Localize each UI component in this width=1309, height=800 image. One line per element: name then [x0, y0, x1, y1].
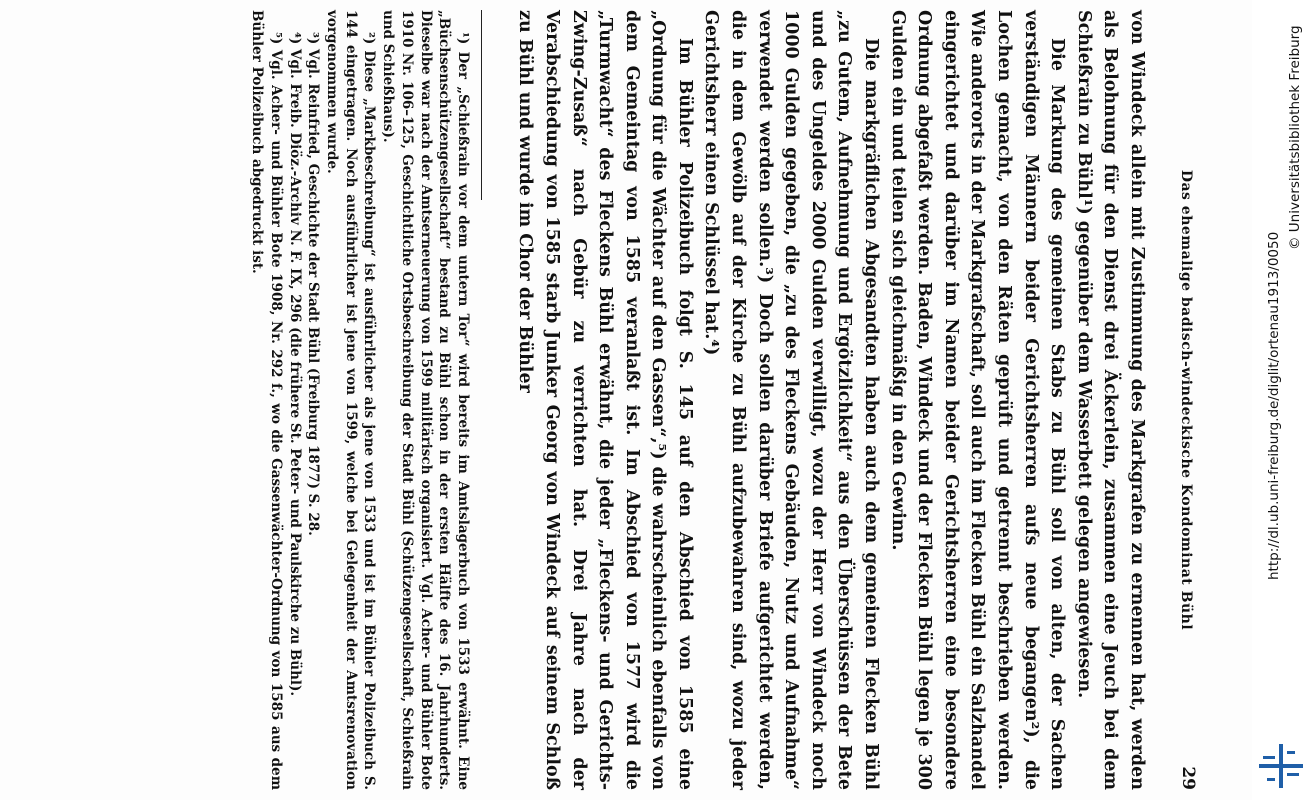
copyright-notice: © Universitätsbibliothek Freiburg — [1287, 25, 1303, 250]
logo-bar — [1287, 751, 1295, 754]
footnote: ²) Diese „Markbeschreibung“ ist ausführlicher als jene von 1533 und ist im Bühler Polizeibuch S. 144 eingetragen. Noch ausführlicher ist jene von 1599, welche bei Gelegenheit der Amtsrenovation vorgenommen wurde. — [324, 10, 378, 790]
document-page — [0, 10, 1200, 790]
page-number: 29 — [1178, 766, 1198, 790]
body-text — [512, 10, 1150, 790]
ub-freiburg-logo-icon — [1259, 744, 1303, 788]
running-head — [1160, 10, 1200, 790]
logo-bar — [1287, 773, 1299, 776]
paragraph: Die Markung des gemeinen Stabs zu Bühl soll von alten, der Sachen verständigen Männern beider Gerichtsherren aufs neue begangen²), die Lochen gemacht, von den Räten geprüft und getrennt beschrieben werden. Wie anderorts in der Markgrafschaft, soll auch im Flecken Bühl ein Salzhandel eingerichtet und darüber im Namen beider Gerichtsherren eine besondere Ordnung abgefaßt werden. Baden, Windeck und der Flecken Bühl legen je 300 Gulden ein und teilen sich gleichmäßig in den Gewinn. — [887, 10, 1068, 790]
footnote: ¹) Der „Schießrain vor dem untern Tor“ wird bereits im Amtslagerbuch von 1533 erwähnt. Eine „Büchsenschützengesellschaft“ bestand zu Bühl schon in der ersten Hälfte des 16. Jahrhunderts. Dieselbe war nach der Amtserneuerung von 1599 militärisch organisiert. Vgl. Acher- und Bühler Bote 1910 Nr. 106–125, Geschichtliche Ortsbeschreibung der Stadt Bühl (Schützengesellschaft, Schießrain und Schießhaus). — [380, 10, 471, 790]
footnote: ⁴) Vgl. Freib. Diöz.-Archiv N. F. IX, 296 (die frühere St. Peter- und Paulskirche zu Bühl). — [286, 32, 303, 697]
paragraph: von Windeck allein mit Zustimmung des Markgrafen zu ernennen hat, werden als Belohnung für den Dienst drei Äckerlein, zusammen eine Jeuch bei dem Schießrain zu Bühl¹) gegenüber dem Wasserbett gelegen angewiesen. — [1073, 10, 1147, 790]
source-url[interactable]: http://dl.ub.uni-freiburg.de/diglit/ortenau1913/0050 — [1266, 231, 1282, 580]
footnote: ⁵) Vgl. Acher- und Bühler Bote 1908, Nr. 292 f., wo die Gassenwächter-Ordnung von 1585 aus dem Bühler Polizeibuch abgedruckt ist. — [249, 10, 284, 790]
footnotes — [248, 10, 472, 790]
logo-bar — [1263, 756, 1275, 759]
paragraph: Die markgräflichen Abgesandten haben auch dem gemeinen Flecken Bühl „zu Gutem, Aufnehmung und Ergötzlichkeit“ aus den Überschüssen der Bete und des Ungeldes 2000 Gulden verwilligt, wozu der Herr von Windeck noch 1000 Gulden gegeben, die „zu des Fleckens Gebäuden, Nutz und Aufnahme“ verwendet werden sollen.³) Doch sollen darüber Briefe aufgerichtet werden, die in dem Gewölb auf der Kirche zu Bühl aufzubewahren sind, wozu jeder Gerichtsherr einen Schlüssel hat.⁴) — [701, 10, 882, 790]
footnote-divider — [481, 10, 482, 200]
running-title: Das ehemalige badisch-windeckische Kondominat Bühl — [1178, 169, 1194, 631]
logo-bar — [1279, 744, 1283, 788]
footnote: ³) Vgl. Reinfried, Geschichte der Stadt Bühl (Freiburg 1877) S. 28. — [305, 32, 322, 536]
paragraph: Im Bühler Polizeibuch folgt S. 145 auf den Abschied von 1585 eine „Ordnung für die Wächter auf den Gassen“,⁵) die wahrscheinlich ebenfalls von dem Gemeintag von 1585 veranlaßt ist. Im Abschied von 1577 wird die „Turmwacht“ des Fleckens Bühl erwähnt, die jeder „Fleckens- und Gerichts-Zwing-Zusaß“ nach Gebür zu verrichten hat. Drei Jahre nach der Verabschiedung von 1585 starb Junker Georg von Windeck auf seinem Schloß zu Bühl und wurde im Chor der Bühler — [515, 10, 695, 790]
logo-bar — [1267, 778, 1275, 781]
